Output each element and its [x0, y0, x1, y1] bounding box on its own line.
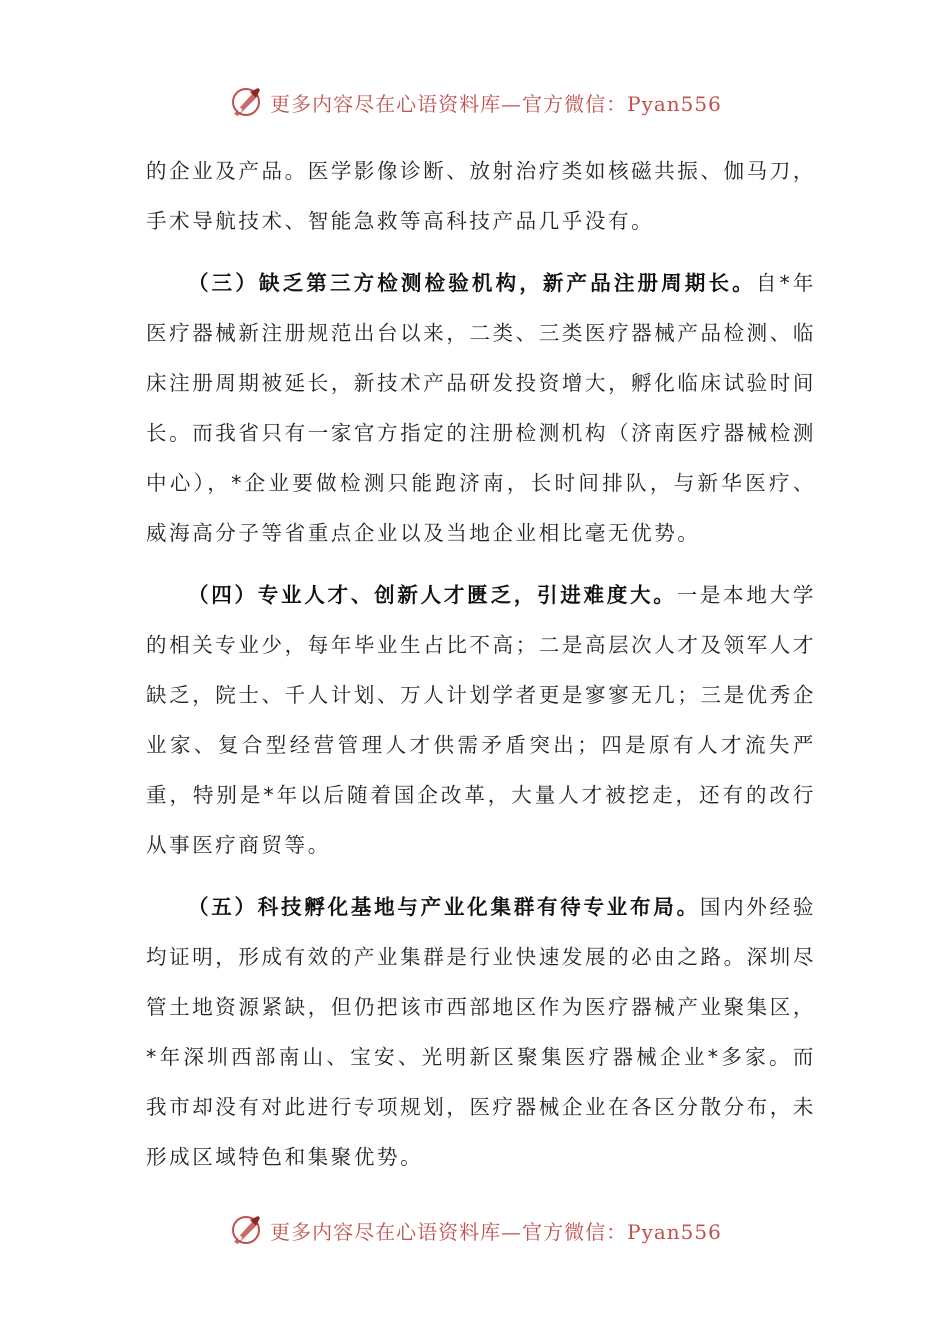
- header-dash: —: [501, 91, 523, 116]
- header-banner: [0, 82, 950, 122]
- section-heading: （五）科技孵化基地与产业化集群有待专业布局。: [188, 895, 700, 919]
- footer-dash: —: [501, 1219, 523, 1244]
- paragraph-gap: [146, 870, 816, 882]
- paragraph-gap: [146, 246, 816, 258]
- paragraph: [146, 146, 816, 246]
- header-brand: 更多内容尽在心语资料库: [270, 91, 502, 116]
- header-text: [270, 88, 722, 117]
- paragraph-text: 国内外经验均证明，形成有效的产业集群是行业快速发展的必由之路。深圳尽管土地资源紧缺，但仍把该市西部地区作为医疗器械产业聚集区，*年深圳西部南山、宝安、光明新区聚集医疗器械企业*多家。而我市却没有对此进行专项规划，医疗器械企业在各区分散分布，未形成区域特色和集聚优势。: [146, 895, 817, 1169]
- pen-logo-icon: [228, 1212, 264, 1248]
- footer-banner: [0, 1210, 950, 1250]
- document-body: [146, 146, 816, 1182]
- section-heading: （四）专业人才、创新人才匮乏，引进难度大。: [188, 583, 677, 607]
- section-heading: （三）缺乏第三方检测检验机构，新产品注册周期长。: [188, 271, 756, 295]
- paragraph: [146, 882, 816, 1182]
- paragraph-text: 一是本地大学的相关专业少，每年毕业生占比不高；二是高层次人才及领军人才缺乏，院士、千人计划、万人计划学者更是寥寥无几；三是优秀企业家、复合型经营管理人才供需矛盾突出；四是原有人才流失严重，特别是*年以后随着国企改革，大量人才被挖走，还有的改行从事医疗商贸等。: [146, 583, 816, 857]
- paragraph: [146, 570, 816, 870]
- footer-brand: 更多内容尽在心语资料库: [270, 1219, 502, 1244]
- pen-logo-icon: [228, 84, 264, 120]
- footer-wechat: 官方微信：Pyan556: [522, 1219, 722, 1244]
- footer-text: [270, 1216, 722, 1245]
- paragraph-text: 的企业及产品。医学影像诊断、放射治疗类如核磁共振、伽马刀，手术导航技术、智能急救等高科技产品几乎没有。: [146, 159, 816, 233]
- paragraph-text: 自*年医疗器械新注册规范出台以来，二类、三类医疗器械产品检测、临床注册周期被延长，新技术产品研发投资增大，孵化临床试验时间长。而我省只有一家官方指定的注册检测机构（济南医疗器械检测中心），*企业要做检测只能跑济南，长时间排队，与新华医疗、威海高分子等省重点企业以及当地企业相比毫无优势。: [146, 271, 816, 545]
- header-wechat: 官方微信：Pyan556: [522, 91, 722, 116]
- paragraph-gap: [146, 558, 816, 570]
- paragraph: [146, 258, 816, 558]
